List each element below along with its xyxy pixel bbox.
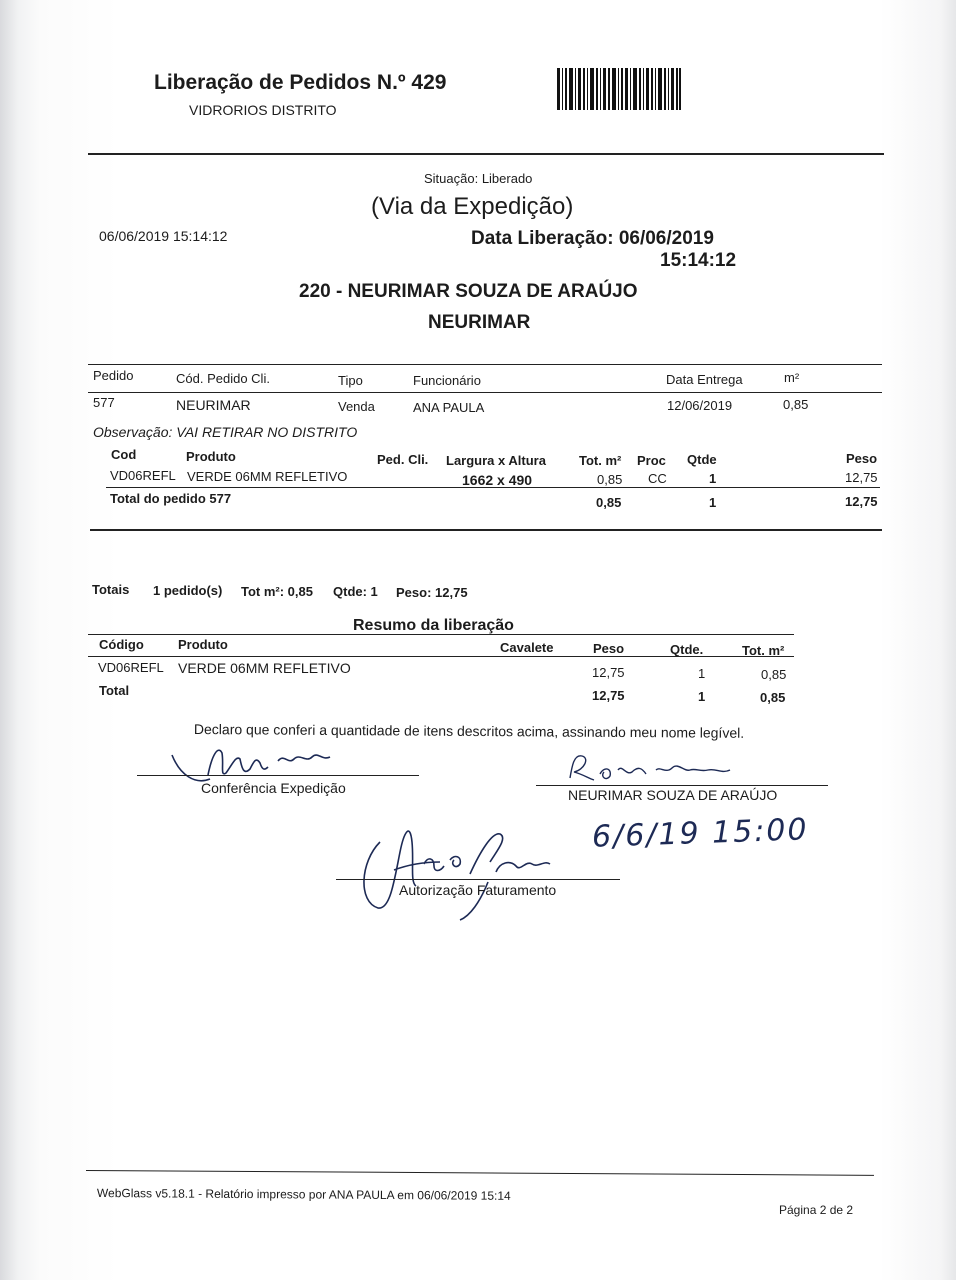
col-produto: Produto bbox=[186, 449, 236, 464]
summary-peso: 12,75 bbox=[592, 665, 625, 680]
summary-title: Resumo da liberação bbox=[353, 617, 514, 634]
item-proc: CC bbox=[648, 471, 667, 486]
order-table-top-line bbox=[88, 364, 882, 365]
order-m2: 0,85 bbox=[783, 397, 809, 412]
declaration-text: Declaro que conferi a quantidade de itens descritos acima, assinando meu nome legível. bbox=[193, 721, 745, 741]
autorizacao-label: Autorização Faturamento bbox=[399, 882, 557, 898]
order-pedido: 577 bbox=[93, 395, 115, 410]
order-total-m2: 0,85 bbox=[596, 495, 622, 510]
handwritten-date: 6/6/19 15:00 bbox=[591, 812, 810, 855]
client-signature-name: NEURIMAR SOUZA DE ARAÚJO bbox=[568, 787, 778, 803]
summary-codigo: VD06REFL bbox=[98, 660, 164, 675]
summary-produto: VERDE 06MM REFLETIVO bbox=[178, 660, 351, 676]
col-proc: Proc bbox=[637, 453, 666, 468]
conferencia-label: Conferência Expedição bbox=[201, 780, 346, 796]
summary-col-tot-m2: Tot. m² bbox=[742, 643, 785, 658]
summary-col-produto: Produto bbox=[178, 637, 228, 652]
totals-tot-m2: Tot m²: 0,85 bbox=[241, 584, 313, 599]
item-dimensions: 1662 x 490 bbox=[462, 472, 533, 488]
col-cod-pedido-cli: Cód. Pedido Cli. bbox=[176, 371, 270, 386]
company-name: VIDRORIOS DISTRITO bbox=[189, 102, 337, 118]
barcode bbox=[557, 68, 681, 110]
release-date: Data Liberação: 06/06/2019 bbox=[471, 228, 714, 249]
col-pedido: Pedido bbox=[93, 368, 134, 383]
order-tipo: Venda bbox=[338, 399, 375, 414]
signature-client bbox=[560, 748, 750, 788]
autorizacao-line bbox=[336, 879, 620, 880]
summary-col-codigo: Código bbox=[99, 637, 144, 652]
item-produto: VERDE 06MM REFLETIVO bbox=[187, 469, 348, 484]
summary-col-peso: Peso bbox=[593, 641, 625, 656]
status-label: Situação: Liberado bbox=[424, 171, 533, 186]
item-tot-m2: 0,85 bbox=[597, 472, 623, 487]
totals-peso: Peso: 12,75 bbox=[396, 585, 468, 600]
header-divider bbox=[88, 153, 884, 155]
order-table-bottom-line bbox=[90, 529, 882, 531]
order-funcionario: ANA PAULA bbox=[413, 400, 485, 415]
items-total-line bbox=[106, 487, 880, 488]
order-total-label: Total do pedido 577 bbox=[110, 491, 232, 506]
conferencia-line bbox=[137, 775, 419, 776]
totals-pedidos: 1 pedido(s) bbox=[153, 583, 223, 598]
order-observation: Observação: VAI RETIRAR NO DISTRITO bbox=[93, 424, 358, 440]
client-short-name: NEURIMAR bbox=[428, 312, 531, 333]
order-total-qtde: 1 bbox=[709, 495, 717, 510]
summary-total-label: Total bbox=[99, 683, 130, 698]
col-tipo: Tipo bbox=[338, 373, 363, 388]
summary-qtde: 1 bbox=[698, 666, 706, 681]
summary-top-line bbox=[88, 634, 794, 635]
summary-total-tot-m2: 0,85 bbox=[760, 690, 786, 705]
order-total-peso: 12,75 bbox=[845, 494, 878, 509]
col-qtde: Qtde bbox=[687, 452, 717, 467]
col-data-entrega: Data Entrega bbox=[666, 372, 743, 387]
col-funcionario: Funcionário bbox=[413, 373, 481, 388]
printed-datetime: 06/06/2019 15:14:12 bbox=[99, 228, 228, 244]
via-label: (Via da Expedição) bbox=[371, 193, 574, 220]
signature-autorizacao bbox=[350, 812, 590, 922]
summary-col-qtde: Qtde. bbox=[670, 642, 704, 657]
footer-page-number: Página 2 de 2 bbox=[779, 1203, 854, 1217]
col-cod: Cod bbox=[111, 447, 137, 462]
item-cod: VD06REFL bbox=[110, 468, 176, 483]
col-m2: m² bbox=[784, 370, 800, 385]
item-peso: 12,75 bbox=[845, 470, 878, 485]
client-name: 220 - NEURIMAR SOUZA DE ARAÚJO bbox=[299, 281, 638, 302]
summary-tot-m2: 0,85 bbox=[761, 667, 787, 682]
col-ped-cli: Ped. Cli. bbox=[377, 452, 429, 467]
totals-label: Totais bbox=[92, 582, 130, 597]
col-peso: Peso bbox=[846, 451, 878, 466]
col-tot-m2: Tot. m² bbox=[579, 453, 622, 468]
col-largura-altura: Largura x Altura bbox=[446, 453, 546, 468]
document-title: Liberação de Pedidos N.º 429 bbox=[154, 71, 447, 94]
summary-total-peso: 12,75 bbox=[592, 688, 625, 703]
summary-header-line bbox=[88, 656, 794, 657]
item-qtde: 1 bbox=[709, 471, 717, 486]
release-time: 15:14:12 bbox=[660, 250, 737, 271]
totals-qtde: Qtde: 1 bbox=[333, 584, 378, 599]
order-cod-pedido-cli: NEURIMAR bbox=[176, 397, 251, 413]
footer-report-info: WebGlass v5.18.1 - Relatório impresso por ANA PAULA em 06/06/2019 15:14 bbox=[96, 1186, 511, 1203]
order-table-header-line bbox=[88, 392, 882, 393]
order-data-entrega: 12/06/2019 bbox=[667, 398, 733, 413]
summary-col-cavalete: Cavalete bbox=[500, 640, 554, 655]
client-signature-line bbox=[536, 785, 828, 786]
summary-total-qtde: 1 bbox=[698, 689, 706, 704]
